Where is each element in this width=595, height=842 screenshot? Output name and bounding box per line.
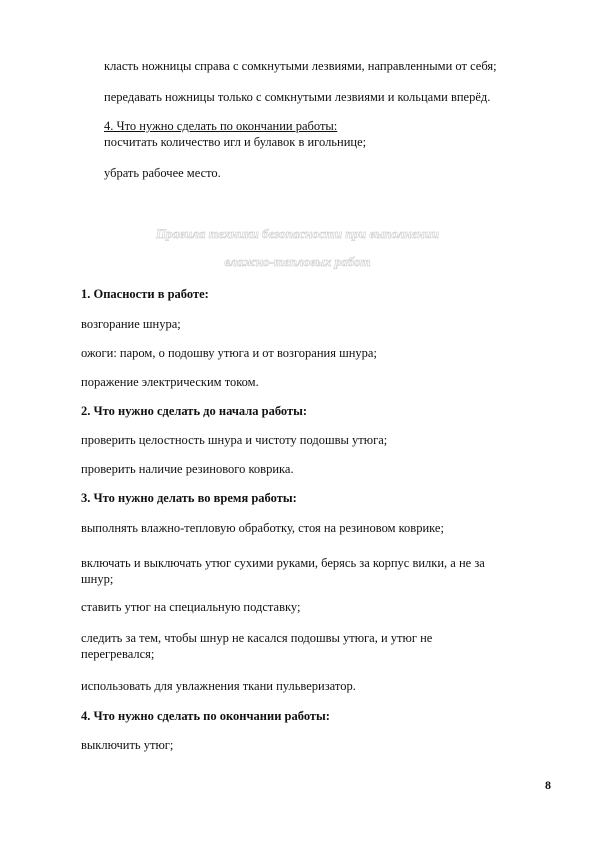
list-item: использовать для увлажнения ткани пульверизатор. xyxy=(81,679,356,693)
text-line: посчитать количество игл и булавок в игольнице; xyxy=(104,135,367,149)
list-item: выполнять влажно-тепловую обработку, стоя на резиновом коврике; xyxy=(81,521,444,535)
list-item: ожоги: паром, о подошву утюга и от возгорания шнура; xyxy=(81,346,377,360)
list-item: проверить наличие резинового коврика. xyxy=(81,462,294,476)
list-item: поражение электрическим током. xyxy=(81,375,259,389)
document-title: Правила техники безопасности при выполнении xyxy=(156,226,439,241)
list-item: проверить целостность шнура и чистоту подошвы утюга; xyxy=(81,433,388,447)
document-title: влажно-тепловых работ xyxy=(224,254,371,269)
page-number: 8 xyxy=(545,778,551,792)
section-heading: 4. Что нужно сделать по окончании работы: xyxy=(81,709,330,723)
list-item-continuation: шнур; xyxy=(81,572,114,586)
section-heading: 1. Опасности в работе: xyxy=(81,287,209,301)
list-item: включать и выключать утюг сухими руками, берясь за корпус вилки, а не за xyxy=(81,556,485,570)
text-line: убрать рабочее место. xyxy=(104,166,221,180)
list-item: выключить утюг; xyxy=(81,738,174,752)
list-item: следить за тем, чтобы шнур не касался подошвы утюга, и утюг не xyxy=(81,631,433,645)
text-line: передавать ножницы только с сомкнутыми лезвиями и кольцами вперёд. xyxy=(104,90,491,104)
text-line: класть ножницы справа с сомкнутыми лезвиями, направленными от себя; xyxy=(104,59,497,73)
section-heading: 4. Что нужно сделать по окончании работы: xyxy=(104,119,338,133)
section-heading: 3. Что нужно делать во время работы: xyxy=(81,491,297,505)
list-item-continuation: перегревался; xyxy=(81,647,155,661)
section-heading: 2. Что нужно сделать до начала работы: xyxy=(81,404,308,418)
list-item: ставить утюг на специальную подставку; xyxy=(81,600,301,614)
list-item: возгорание шнура; xyxy=(81,317,181,331)
